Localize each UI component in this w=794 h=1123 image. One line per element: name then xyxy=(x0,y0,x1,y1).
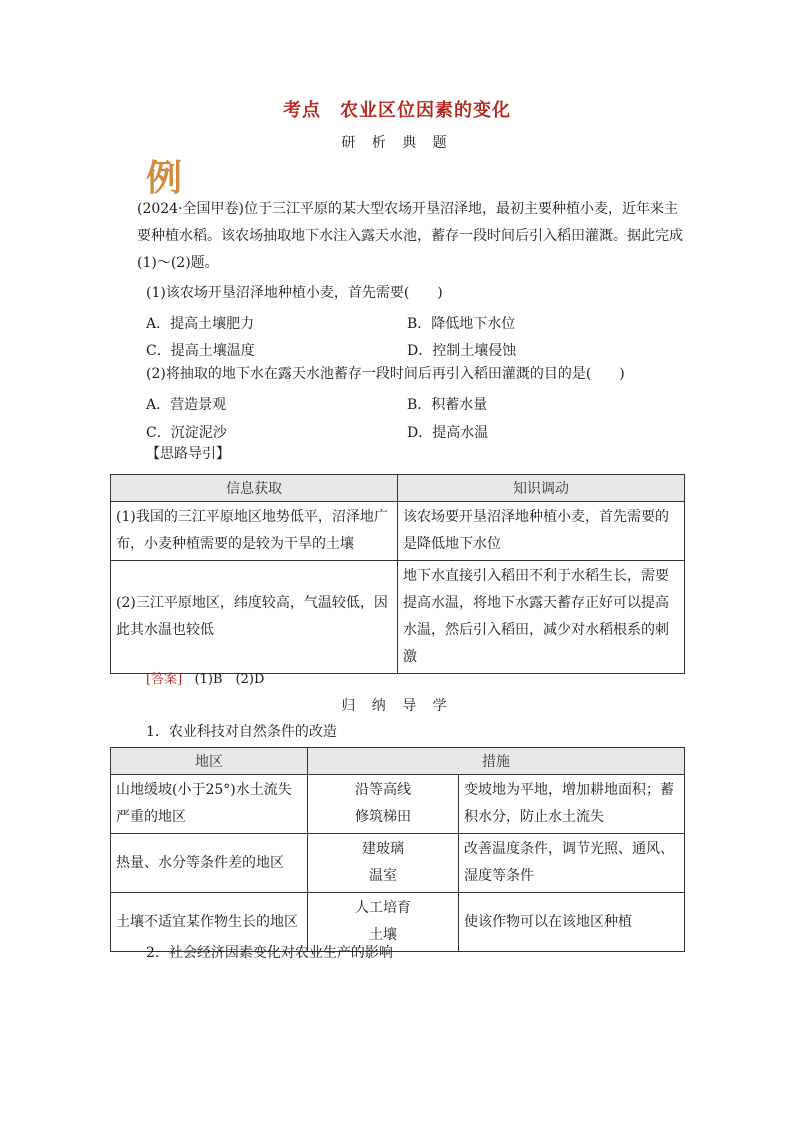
measures-cell: 使该作物可以在该地区种植 xyxy=(459,893,685,952)
measures-table xyxy=(110,747,685,952)
measures-header-measure: 措施 xyxy=(308,748,685,775)
q2-option-a: A．营造景观 xyxy=(146,397,227,413)
question-intro: (2024·全国甲卷)位于三江平原的某大型农场开垦沼泽地，最初主要种植小麦，近年来主要种植水稻。该农场抽取地下水注入露天水池，蓄存一段时间后引入稻田灌溉。据此完成(1)～(2)题。 xyxy=(137,201,683,271)
table-row xyxy=(111,775,685,834)
example-mark: 例 xyxy=(146,157,183,199)
q1-option-a: A．提高土壤肥力 xyxy=(146,316,255,332)
summary-heading-1: 1．农业科技对自然条件的改造 xyxy=(146,724,337,740)
measures-cell: 人工培育 土壤 xyxy=(308,893,459,952)
q1-option-d: D．控制土壤侵蚀 xyxy=(407,343,517,359)
q2-option-b: B．积蓄水量 xyxy=(407,397,488,413)
measures-header-region: 地区 xyxy=(111,748,308,775)
guide-table xyxy=(110,474,685,674)
guide-tag: 【思路导引】 xyxy=(146,446,230,462)
measures-cell: 改善温度条件，调节光照、通风、湿度等条件 xyxy=(459,834,685,893)
answer-label: [答案] xyxy=(146,672,183,687)
measures-cell: 变坡地为平地，增加耕地面积；蓄积水分，防止水土流失 xyxy=(459,775,685,834)
measures-cell: 沿等高线 修筑梯田 xyxy=(308,775,459,834)
measures-cell: 山地缓坡(小于25°)水土流失严重的地区 xyxy=(111,775,308,834)
q2-option-c: C．沉淀泥沙 xyxy=(146,425,227,441)
page-title: 考点 农业区位因素的变化 xyxy=(283,100,511,121)
question-1: (1)该农场开垦沼泽地种植小麦，首先需要( ) xyxy=(146,285,443,301)
summary-heading-2: 2．社会经济因素变化对农业生产的影响 xyxy=(146,945,393,961)
guide-header-info: 信息获取 xyxy=(111,475,398,502)
table-row xyxy=(111,834,685,893)
section-heading-analysis: 研 析 典 题 xyxy=(341,135,453,151)
section-heading-summary: 归 纳 导 学 xyxy=(341,698,453,714)
q1-option-c: C．提高土壤温度 xyxy=(146,343,255,359)
measures-cell: 土壤不适宜某作物生长的地区 xyxy=(111,893,308,952)
measures-cell: 建玻璃 温室 xyxy=(308,834,459,893)
answer-value: (1)B (2)D xyxy=(194,672,265,687)
guide-cell: 该农场要开垦沼泽地种植小麦，首先需要的是降低地下水位 xyxy=(398,502,685,561)
measures-cell: 热量、水分等条件差的地区 xyxy=(111,834,308,893)
guide-cell: (1)我国的三江平原地区地势低平，沼泽地广布，小麦种植需要的是较为干旱的土壤 xyxy=(111,502,398,561)
answer-line xyxy=(146,668,264,687)
guide-header-knowledge: 知识调动 xyxy=(398,475,685,502)
q2-option-d: D．提高水温 xyxy=(407,425,489,441)
table-row xyxy=(111,561,685,674)
question-2: (2)将抽取的地下水在露天水池蓄存一段时间后再引入稻田灌溉的目的是( ) xyxy=(146,366,625,382)
q1-option-b: B．降低地下水位 xyxy=(407,316,516,332)
table-row xyxy=(111,502,685,561)
guide-cell: 地下水直接引入稻田不利于水稻生长，需要提高水温，将地下水露天蓄存正好可以提高水温，然后引入稻田，减少对水稻根系的刺激 xyxy=(398,561,685,674)
guide-cell: (2)三江平原地区，纬度较高，气温较低，因此其水温也较低 xyxy=(111,561,398,674)
